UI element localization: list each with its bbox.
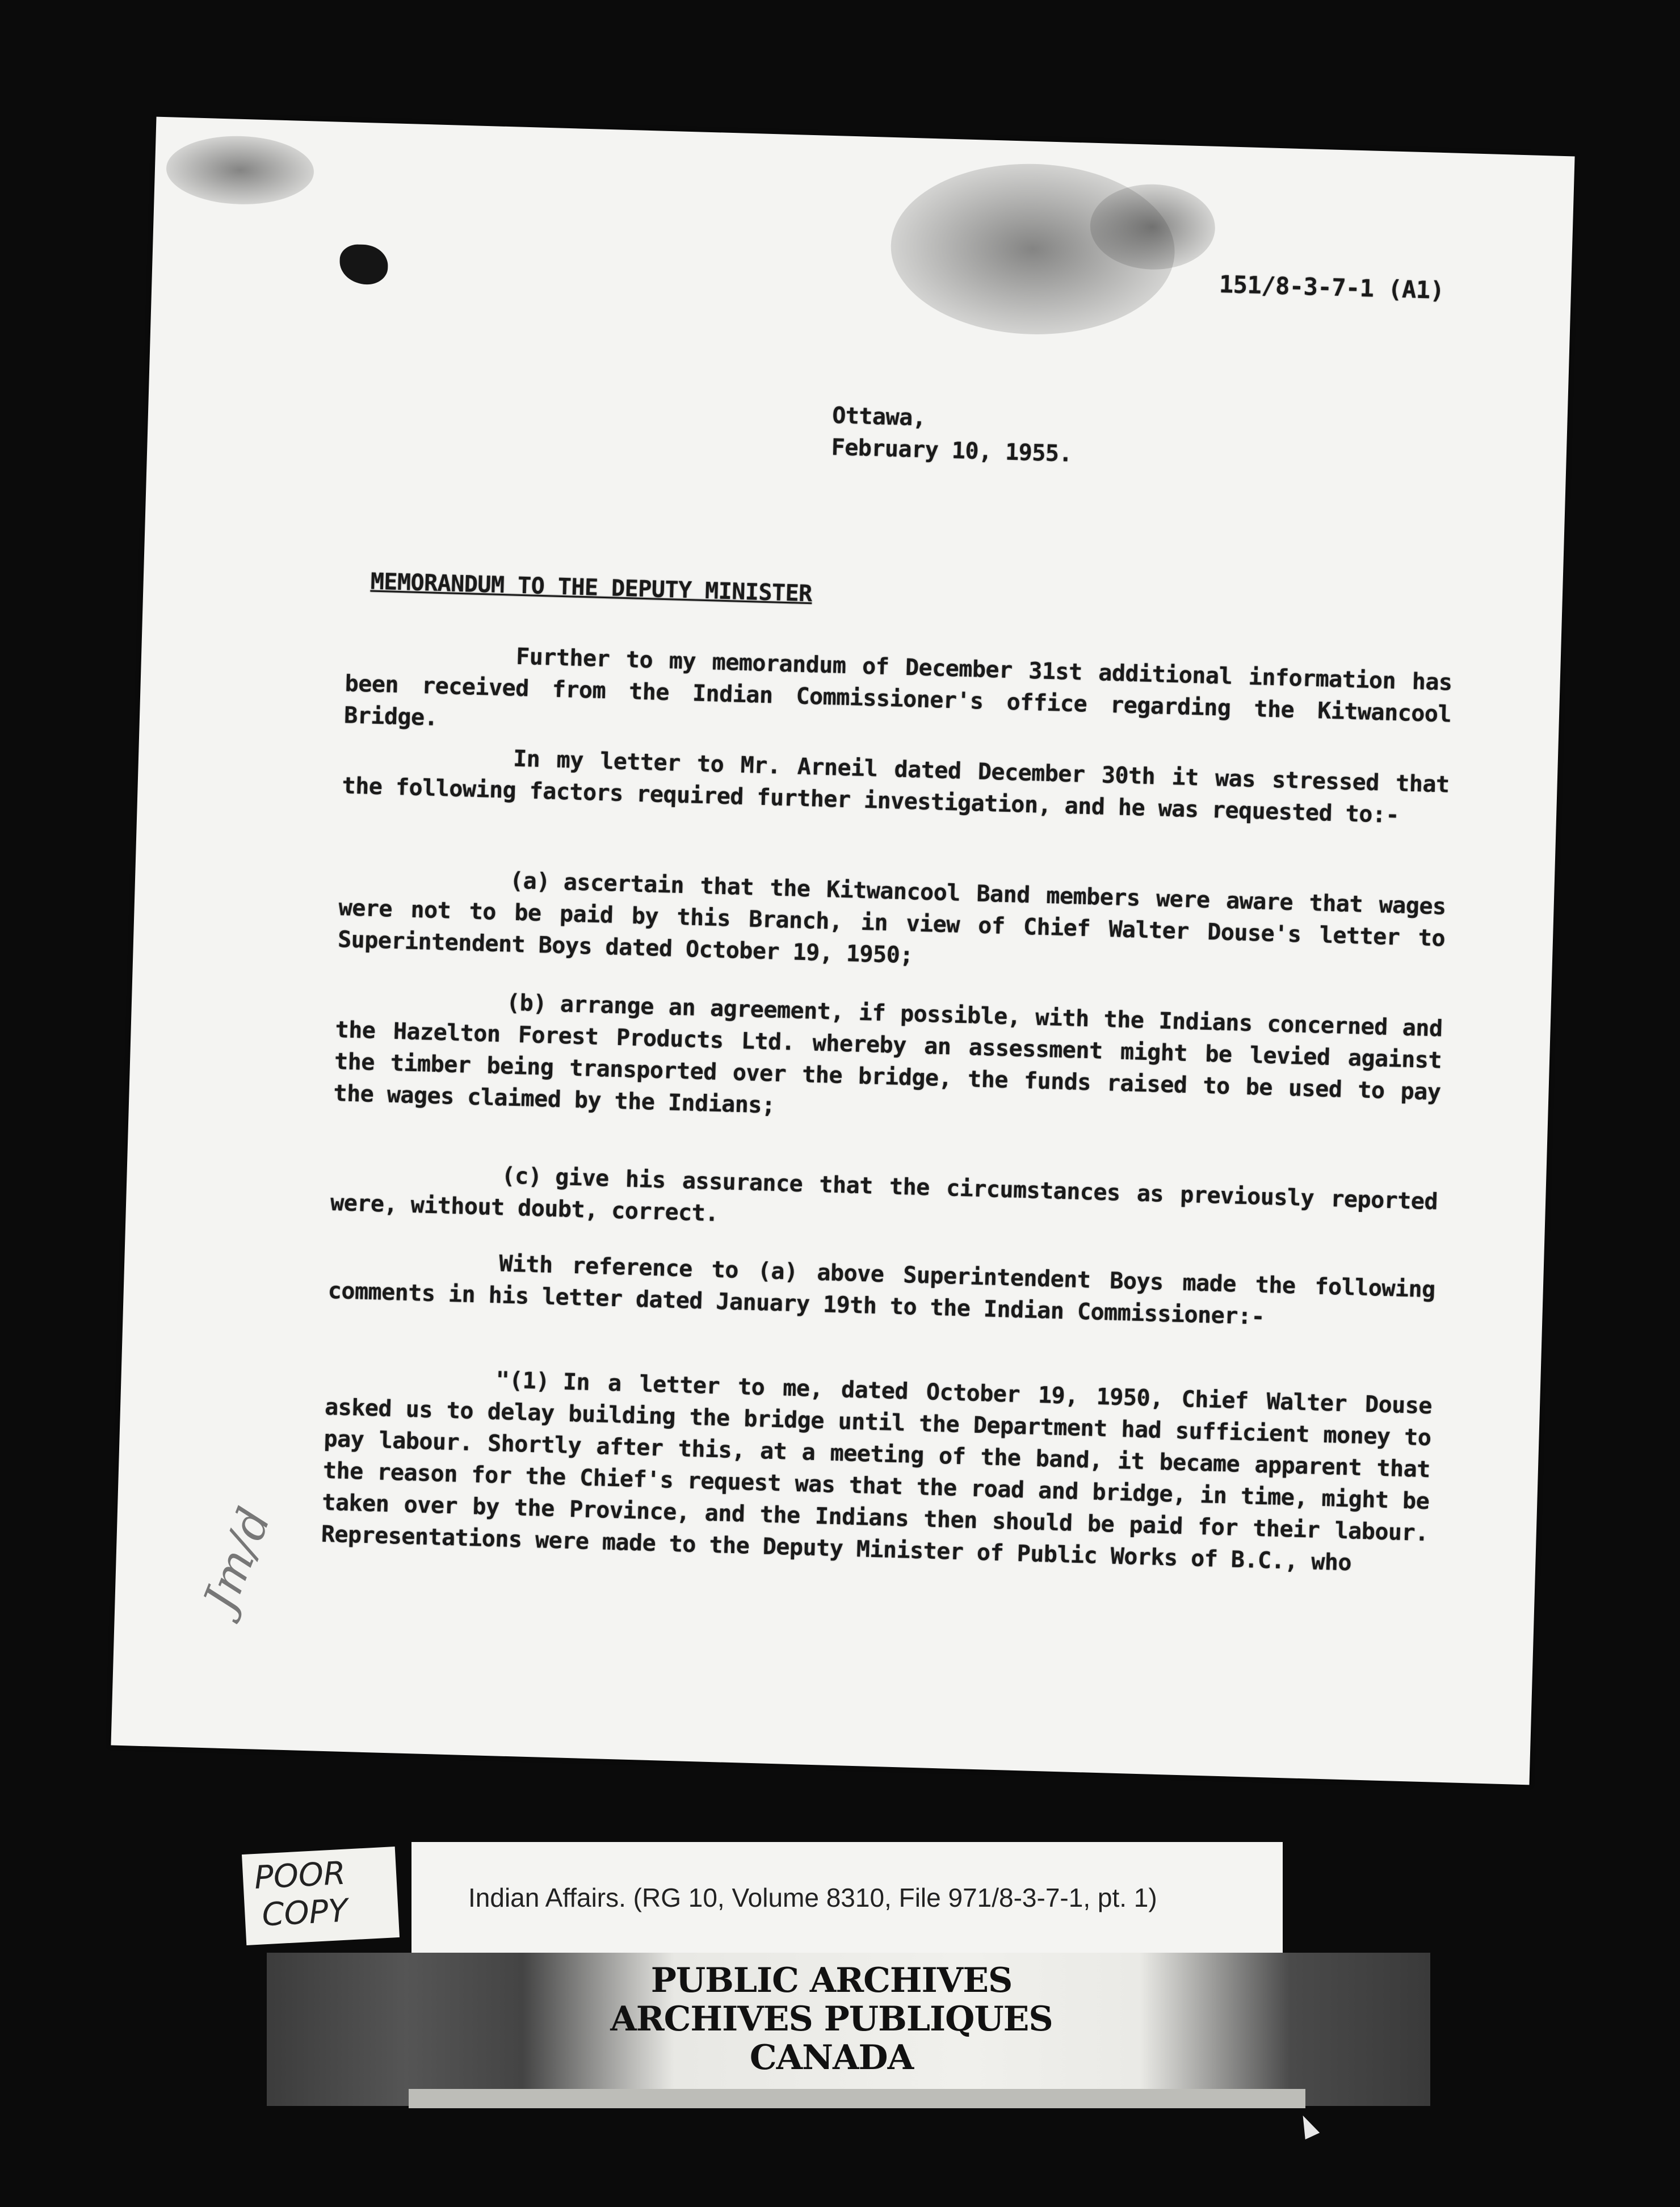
item-a-label: (a) xyxy=(509,867,551,895)
poor-copy-stamp xyxy=(242,1847,400,1945)
quote-text: In a letter to me, dated October 19, 1950, Chief Walter Douse asked us to delay building the bridge until the Department had sufficient money to pay labour. Shortly after this, at a meeting of the band, it became apparent that the reason for the Chief's request was that the road and bridge, in time, might be taken over by the Province, and the Indians then should be paid for their labour. Representations were made to the Deputy Minister of Public Works of B.C., who xyxy=(321,1369,1433,1576)
memo-heading: MEMORANDUM TO THE DEPUTY MINISTER xyxy=(370,568,813,607)
paragraph-intro: Further to my memorandum of December 31st additional information has been received from the Indian Commissioner's office regarding the Kitwancool Bridge. xyxy=(343,643,1453,731)
item-a-text: ascertain that the Kitwancool Band members were aware that wages were not to be paid by this Branch, in view of Chief Walter Douse's letter to Superintendent Boys dated October 19, 1950; xyxy=(337,869,1447,969)
item-c-label: (c) xyxy=(501,1163,543,1190)
item-b-text: arrange an agreement, if possible, with the Indians concerned and the Hazelton Forest Products Ltd. whereby an assessment might be levied against the timber being transported over the bridge, the funds raised to be used to pay the wages claimed by the Indians; xyxy=(333,991,1443,1119)
paragraph-letter: In my letter to Mr. Arneil dated December 30th it was stressed that the following factors required further investigation, and he was requested to:- xyxy=(342,745,1450,829)
ink-blot xyxy=(339,244,388,285)
item-c xyxy=(330,1155,1438,1249)
source-citation-label xyxy=(411,1842,1283,1953)
item-c-text: give his assurance that the circumstances as previously reported were, without doubt, correct. xyxy=(330,1164,1438,1227)
file-reference: 151/8-3-7-1 (A1) xyxy=(1219,270,1445,305)
poor-copy-line1: POOR xyxy=(253,1854,347,1897)
memo-date: February 10, 1955. xyxy=(831,434,1073,467)
item-a xyxy=(337,860,1446,986)
item-b xyxy=(333,982,1443,1140)
quote-label: "(1) xyxy=(495,1367,550,1395)
mouse-cursor-icon xyxy=(1296,2112,1320,2139)
quoted-comment xyxy=(321,1360,1433,1581)
paragraph-reference: With reference to (a) above Superintendent Boys made the following comments in his letter dated January 19th to the Indian Commissioner:- xyxy=(327,1251,1436,1330)
archive-line2: ARCHIVES PUBLIQUES xyxy=(610,1999,1053,2039)
ink-stain xyxy=(165,134,314,206)
archive-line1: PUBLIC ARCHIVES xyxy=(650,1961,1013,2000)
memo-place: Ottawa, xyxy=(831,402,926,431)
handwritten-initials: Jm/d xyxy=(193,1500,282,1618)
poor-copy-line2: COPY xyxy=(261,1892,349,1934)
memo-page xyxy=(111,117,1574,1785)
archive-base-strip xyxy=(409,2089,1305,2108)
archive-line3: CANADA xyxy=(749,2038,914,2078)
source-citation: Indian Affairs. (RG 10, Volume 8310, File 971/8-3-7-1, pt. 1) xyxy=(468,1882,1157,1912)
item-b-label: (b) xyxy=(506,989,547,1017)
archive-label xyxy=(585,1961,1078,2077)
